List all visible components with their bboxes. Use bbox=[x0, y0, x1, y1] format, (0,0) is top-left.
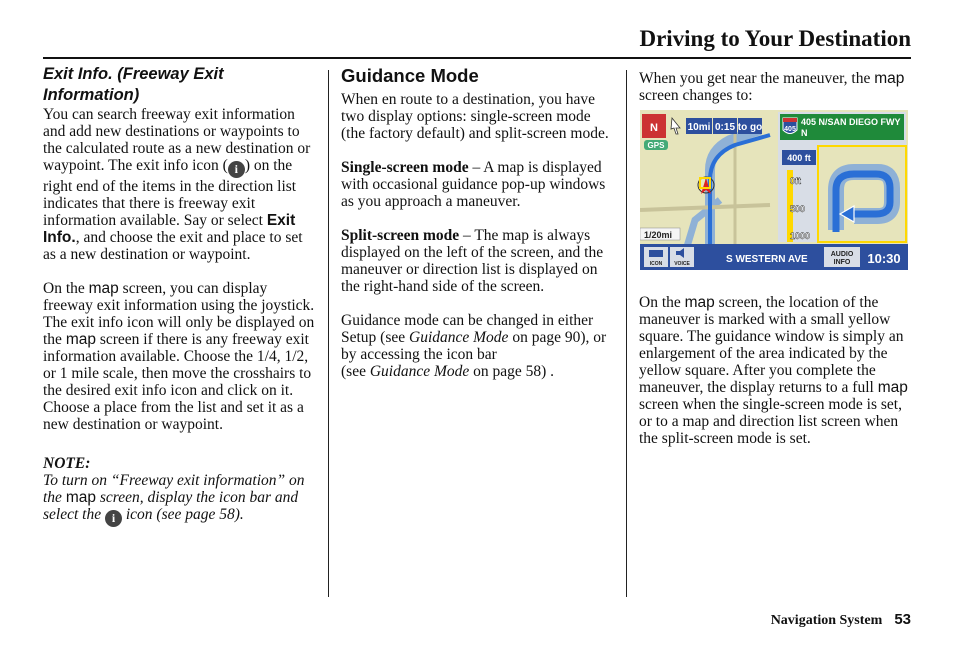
note-label: NOTE: bbox=[43, 455, 91, 472]
page-title: Driving to Your Destination bbox=[639, 26, 911, 51]
maneuver-intro: When you get near the maneuver, the map screen changes to: bbox=[639, 70, 905, 104]
svg-text:N: N bbox=[650, 122, 658, 134]
single-screen-paragraph: Single-screen mode – A map is displayed with occasional guidance pop-up windows as you approach a maneuver. bbox=[341, 159, 606, 210]
exit-info-icon: i bbox=[105, 510, 122, 527]
title-rule bbox=[43, 57, 911, 59]
footer-label: Navigation System bbox=[770, 613, 883, 628]
guidance-paragraph-1: When en route to a destination, you have two display options: single-screen mode (the factory default) and split-screen mode. bbox=[341, 91, 609, 142]
navigation-screen-image bbox=[640, 110, 908, 270]
exit-info-paragraph-1: You can search freeway exit information and add new destinations or waypoints to the calculated route as a new destination or waypoint. The exit info icon ( i ) on the right end of the items in the direction list indicates that there is freeway exit information available. Say or select Exit Info., and choose the exit and place to set as a new destination or waypoint. bbox=[43, 106, 311, 263]
distance-next: 10mi bbox=[687, 122, 711, 133]
audio-button-label: INFO bbox=[833, 259, 851, 266]
split-screen-paragraph: Split-screen mode – The map is always displayed on the left of the screen, and the maneuver or direction list is displayed on the right-hand side of the screen. bbox=[341, 227, 604, 295]
voice-button-label: VOICE bbox=[674, 261, 690, 267]
maneuver-paragraph: On the map screen, the location of the maneuver is marked with a small yellow square. The guidance window is simply an enlargement of the area indicated by the yellow square. After you complete the maneuver, the display returns to a full map screen when the single-screen mode is set, or to a map and direction list screen when the split-screen mode is set. bbox=[639, 294, 908, 447]
icon-bar-icon bbox=[649, 250, 663, 257]
distance-to-maneuver: 400 ft bbox=[787, 153, 811, 163]
icon-button-label: ICON bbox=[649, 261, 663, 267]
sign-direction: N bbox=[801, 128, 808, 138]
exit-info-icon: i bbox=[228, 161, 245, 178]
column-exit-info bbox=[43, 64, 315, 527]
exit-info-heading: Exit Info. (Freeway Exit Information) bbox=[43, 65, 224, 104]
page-footer bbox=[771, 611, 911, 629]
column-divider bbox=[328, 70, 329, 597]
bar-label: 0ft bbox=[790, 176, 801, 186]
guidance-mode-heading: Guidance Mode bbox=[341, 65, 479, 86]
page-number: 53 bbox=[894, 611, 911, 628]
column-divider bbox=[626, 70, 627, 597]
bar-label: 500 bbox=[790, 204, 806, 214]
time-next: 0:15 bbox=[714, 122, 736, 133]
audio-button-label: AUDIO bbox=[830, 251, 854, 258]
note-text: To turn on “Freeway exit information” on the map screen, display the icon bar and select the i icon (see page 58). bbox=[43, 472, 305, 525]
bar-label: 1000 bbox=[790, 231, 811, 241]
to-go-label: to go bbox=[737, 122, 763, 133]
map-scale: 1/20mi bbox=[644, 230, 673, 240]
current-street: S WESTERN AVE bbox=[726, 254, 808, 265]
guidance-paragraph-4: Guidance mode can be changed in either Setup (see Guidance Mode on page 90), or by accessing the icon bar (see Guidance Mode on page 58) . bbox=[341, 312, 607, 380]
sign-road-name: 405 N/SAN DIEGO FWY bbox=[801, 117, 901, 127]
gps-indicator: GPS bbox=[647, 141, 665, 150]
clock: 10:30 bbox=[867, 251, 901, 266]
exit-info-paragraph-2: On the map screen, you can display freeway exit information using the joystick. The exit info icon will only be displayed on the map screen if there is any freeway exit information available. Choose the 1/4, 1/2, or 1 mile scale, then move the crosshairs to the desired exit info icon and click on it. Choose a place from the list and set it as a new destination or waypoint. bbox=[43, 280, 315, 433]
shield-number: 405 bbox=[784, 126, 796, 133]
column-guidance-mode bbox=[341, 64, 613, 380]
